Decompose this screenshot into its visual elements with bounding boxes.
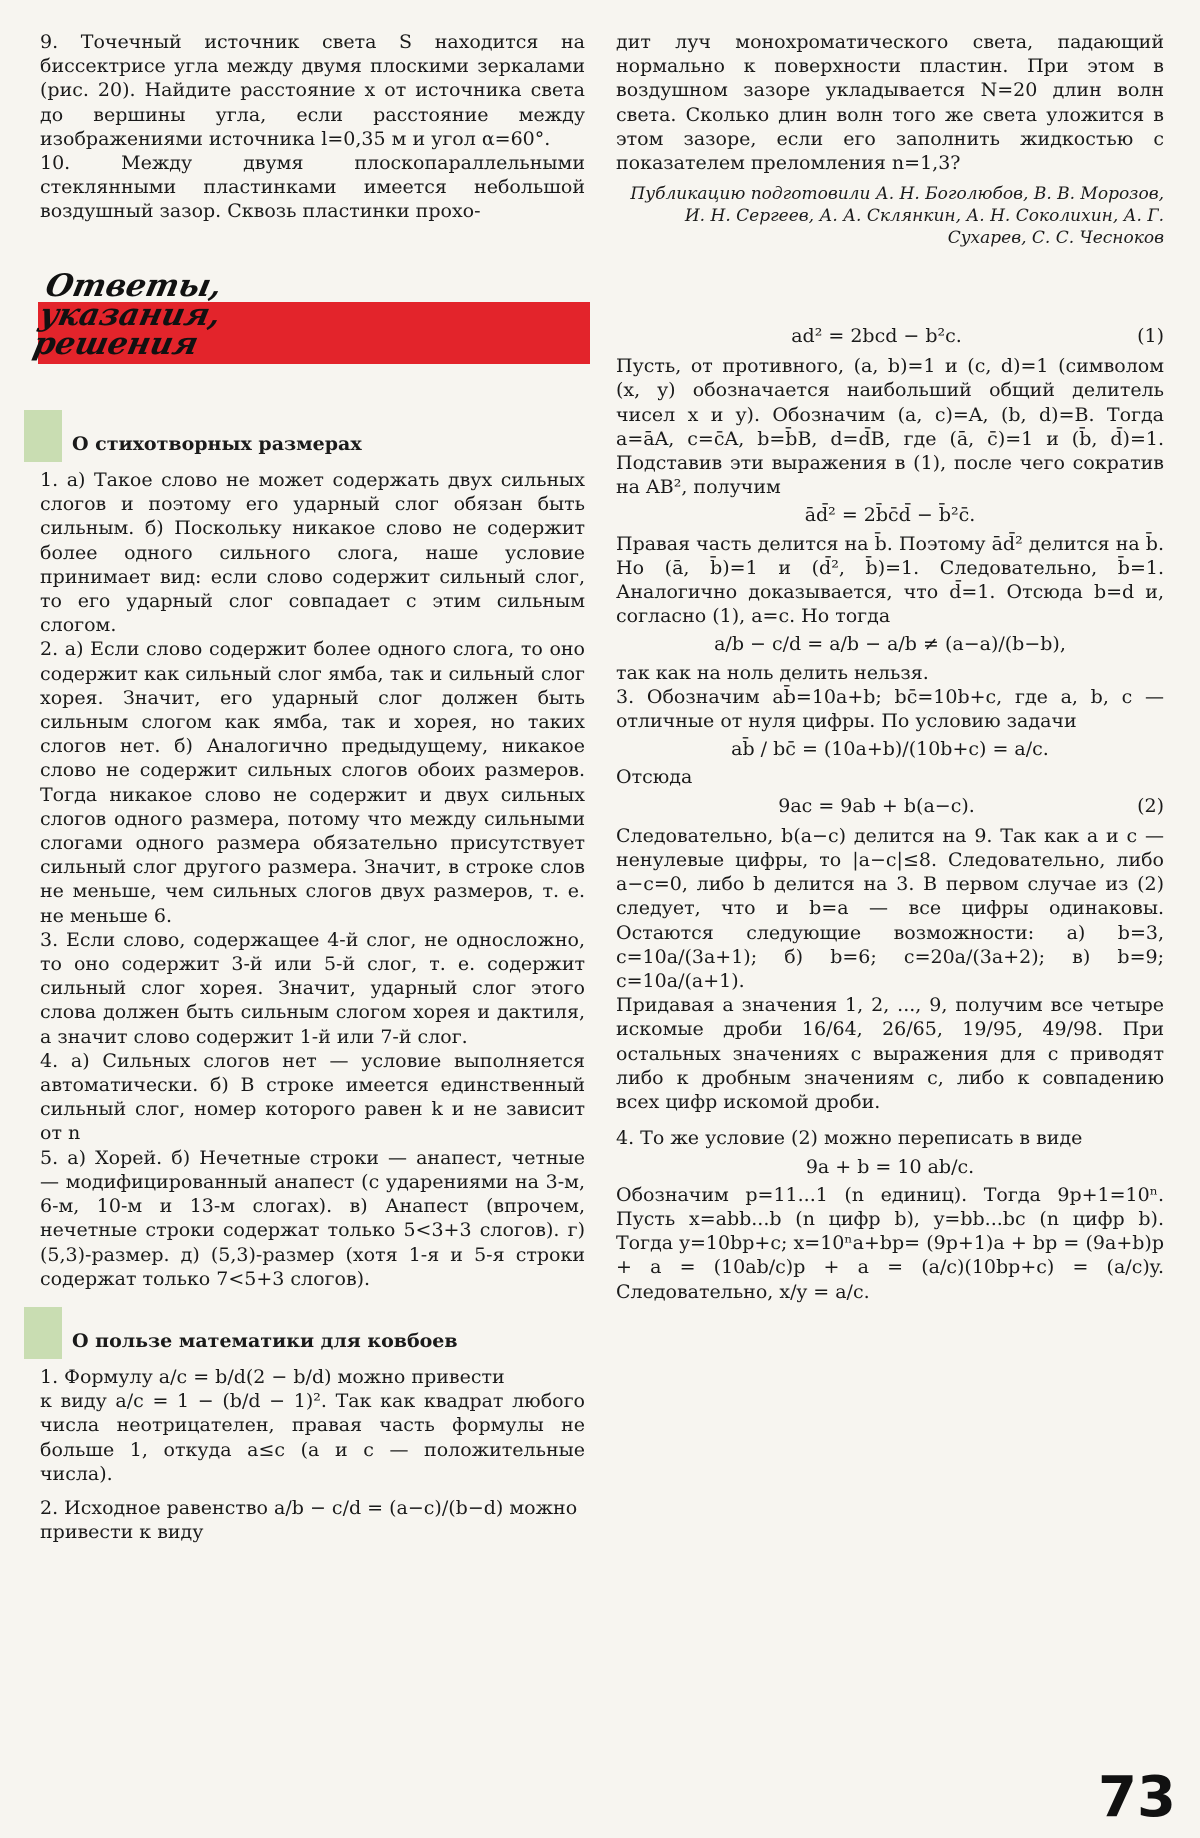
equation-2: 9ac = 9ab + b(a−c). [778, 794, 975, 817]
page-number: 73 [1098, 1765, 1176, 1830]
left-column-answers [40, 400, 585, 1544]
banner-line-3: решения [30, 326, 202, 362]
section-title: О стихотворных размерах [72, 433, 362, 455]
problem-9: 9. Точечный источник света S находится на биссектрисе угла между двумя плоскими зеркалами (рис. 20). Найдите расстояние x от источника света до вершины угла, если расстояние между изображениями источника l=0,35 м и угол α=60°. [40, 31, 585, 150]
answer-4-digits: 4. То же условие (2) можно переписать в виде [616, 1127, 1083, 1150]
equation-2-row [616, 794, 1164, 818]
section-marker [24, 410, 62, 462]
equation-2-number: (2) [1137, 794, 1164, 817]
cowboy-answer-2b: привести к виду [40, 1521, 204, 1544]
answer-4: 4. а) Сильных слогов нет — условие выполняется автоматически. б) В строке имеется единственный сильный слог, номер которого равен k и не зависит от n [40, 1049, 585, 1145]
banner-line-2: указания, [36, 297, 225, 333]
cowboy-answer-2a: 2. Исходное равенство a/b − c/d = (a−c)/(b−d) можно [40, 1496, 578, 1519]
problem-10-continued: дит луч монохроматического света, падающий нормально к поверхности пластин. При этом в воздушном зазоре укладывается N=20 длин волн света. Сколько длин волн того же света уложится в этом зазоре, если его заполнить жидкостью с показателем преломления n=1,3? [616, 31, 1164, 175]
banner-line-1: Ответы, [42, 268, 226, 304]
answer-3: 3. Если слово, содержащее 4-й слог, не односложно, то оно содержит 3-й или 5-й слог, т. е. содержит сильный слог хорея. Значит, ударный слог этого слова должен быть сильным слогом хорея и дактиля, а значит слово содержит 1-й или 7-й слог. [40, 928, 585, 1048]
section-heading-verses [40, 410, 585, 462]
equation-fraction: ab̄ / bc̄ = (10a+b)/(10b+c) = a/c. [731, 738, 1049, 761]
answer-1: 1. а) Такое слово не может содержать двух сильных слогов и поэтому его ударный слог обязан быть сильным. б) Поскольку никакое слово не содержит более одного сильного слога, наше условие принимает вид: если слово содержит сильный слог, то его ударный слог совпадает с этим сильным слогом. [40, 469, 585, 637]
equation-contradiction: a/b − c/d = a/b − a/b ≠ (a−a)/(b−b), [714, 633, 1066, 656]
equation-rewritten: 9a + b = 10 ab/c. [805, 1155, 975, 1178]
answers-banner-title [30, 268, 289, 362]
credits: Публикацию подготовили А. Н. Боголюбов, В. В. Морозов, И. Н. Сергеев, А. А. Склянкин, А. Н. Соколихин, А. Г. Сухарев, С. С. Чесноков [630, 184, 1164, 249]
answer-2: 2. а) Если слово содержит более одного слога, то оно содержит как сильный слог ямба, так и сильный слог хорея. Значит, его ударный слог должен быть сильным слогом как ямба, так и хорея, но таких слогов нет. б) Аналогично предыдущему, никакое слово не содержит сильных слогов обоих размеров. Тогда никакое слово не содержит и двух сильных слогов одного размера, потому что между сильными слогами одного размера обязательно присутствует сильный слог другого размера. Значит, в строке слов не меньше, чем сильных слогов двух размеров, т. е. не меньше 6. [40, 638, 585, 927]
section-marker [24, 1307, 62, 1359]
paragraph-fractions: Придавая a значения 1, 2, ..., 9, получим все четыре искомые дроби 16/64, 26/65, 19/95, 49/98. При остальных значениях c выражения для c приводят либо к дробным значениям c, либо к совпадению всех цифр искомой дроби. [616, 994, 1164, 1114]
cowboy-answer-1b: к виду a/c = 1 − (b/d − 1)². Так как квадрат любого числа неотрицателен, правая часть формулы не больше 1, откуда a≤c (a и c — положительные числа). [40, 1390, 585, 1485]
equation-reduced: ād̄² = 2b̄c̄d̄ − b̄²c̄. [804, 504, 976, 527]
right-column-answers [616, 320, 1164, 1304]
paragraph-cases: Следовательно, b(a−c) делится на 9. Так как a и c — ненулевые цифры, то |a−c|≤8. Следовательно, либо a−c=0, либо b делится на 3. В первом случае из (2) следует, что и b=a — все цифры одинаковы. Остаются следующие возможности: а) b=3, c=10a/(3a+1); б) b=6; c=20a/(3a+2); в) b=9; c=10a/(a+1). [616, 824, 1164, 993]
paragraph-hence: Отсюда [616, 766, 693, 789]
cowboy-answer-1a: 1. Формулу a/c = b/d(2 − b/d) можно привести [40, 1365, 505, 1388]
answer-3-digits: 3. Обозначим ab̄=10a+b; bc̄=10b+c, где a, b, c — отличные от нуля цифры. По условию задачи [616, 685, 1164, 733]
paragraph-divides: Правая часть делится на b̄. Поэтому ād̄² делится на b̄. Но (ā, b̄)=1 и (d̄², b̄)=1. Следовательно, b̄=1. Аналогично доказывается, что d̄=1. Отсюда b=d и, согласно (1), a=c. Но тогда [616, 532, 1164, 628]
equation-1-row [616, 324, 1164, 348]
problem-10: 10. Между двумя плоскопараллельными стеклянными пластинками имеется небольшой воздушный зазор. Сквозь пластинки прохо- [40, 152, 585, 223]
paragraph-repunit: Обозначим p=11...1 (n единиц). Тогда 9p+1=10ⁿ. Пусть x=abb...b (n цифр b), y=bb...bc (n цифр b). Тогда y=10bp+c; x=10ⁿa+bp= (9p+1)a + bp = (9a+b)p + a = (10ab/c)p + a = (a/c)(10bp+c) = (a/c)y. Следовательно, x/y = a/c. [616, 1183, 1164, 1303]
right-column-top [616, 30, 1164, 249]
paragraph-gcd: Пусть, от противного, (a, b)=1 и (c, d)=1 (символом (x, y) обозначается наибольший общий делитель чисел x и y). Обозначим (a, c)=A, (b, d)=B. Тогда a=āA, c=c̄A, b=b̄B, d=d̄B, где (ā, c̄)=1 и (b̄, d̄)=1. Подставив эти выражения в (1), после чего сократив на AB², получим [616, 355, 1164, 499]
answer-5: 5. а) Хорей. б) Нечетные строки — анапест, четные — модифицированный анапест (с ударениями на 3-м, 6-м, 10-м и 13-м слогах). в) Анапест (впрочем, нечетные строки содержат только 5<3+3 слогов). г) (5,3)-размер. д) (5,3)-размер (хотя 1-я и 5-я строки содержат только 7<5+3 слогов). [40, 1146, 585, 1290]
equation-1: ad² = 2bcd − b²c. [791, 325, 962, 347]
section-heading-cowboys [40, 1307, 585, 1359]
paragraph-no-division: так как на ноль делить нельзя. [616, 661, 929, 684]
left-column-top [40, 30, 585, 224]
equation-1-number: (1) [1137, 325, 1164, 347]
section-title: О пользе математики для ковбоев [72, 1329, 458, 1352]
